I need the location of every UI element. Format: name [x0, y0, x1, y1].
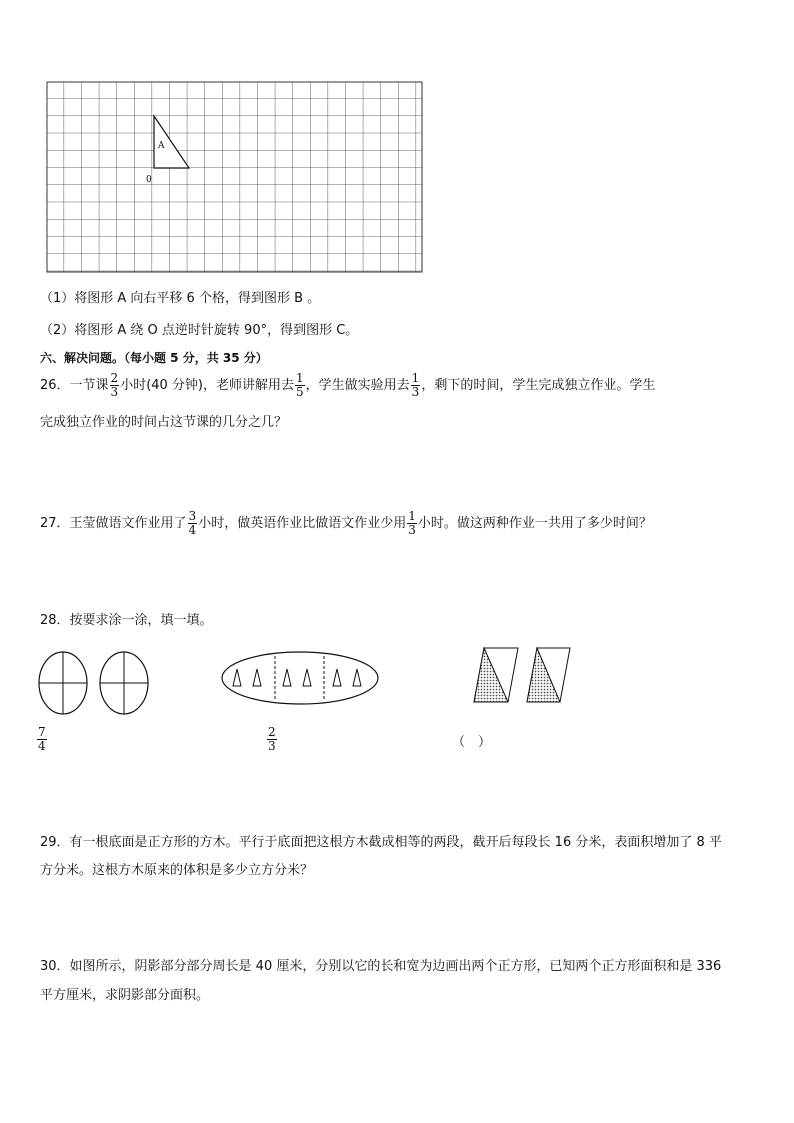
- question-27: [40, 510, 652, 537]
- q26-text-2: 小时(40 分钟)，老师讲解用去: [120, 378, 295, 393]
- instruction-2: （2）将图形 A 绕 O 点逆时针旋转 90°，得到图形 C。: [40, 323, 359, 338]
- q28-blank[interactable]: （ ）: [452, 735, 492, 750]
- q26-text-4: ，剩下的时间，学生完成独立作业。学生: [421, 378, 656, 393]
- triangle-icon: [253, 669, 261, 686]
- parallelogram-1: [474, 648, 518, 702]
- circle-1: [39, 652, 87, 714]
- question-30: 30．如图所示，阴影部分部分周长是 40 厘米，分别以它的长和宽为边画出两个正方形，已知两个正方形面积和是 336: [40, 959, 722, 974]
- fraction: $\frac{2}{3}$: [268, 725, 276, 753]
- label-o: 0: [146, 175, 152, 185]
- q27-text-1: 27．王莹做语文作业用了: [40, 516, 187, 531]
- q27-text-2: 小时，做英语作业比做语文作业少用: [198, 516, 407, 531]
- fraction: $\frac{3}{4}$: [188, 509, 197, 537]
- triangle-icon: [303, 669, 311, 686]
- q28-frac-2: [266, 726, 278, 753]
- fraction: $\frac{7}{4}$: [38, 725, 46, 753]
- question-26: [40, 372, 655, 399]
- fraction: $\frac{1}{3}$: [411, 371, 420, 399]
- question-28: 28．按要求涂一涂，填一填。: [40, 613, 213, 628]
- q26-line-2: 完成独立作业的时间占这节课的几分之几？: [40, 415, 288, 430]
- grid-figure: [46, 81, 424, 275]
- parallelogram-2: [527, 648, 570, 702]
- q26-text-3: ，学生做实验用去: [305, 378, 410, 393]
- fraction: $\frac{1}{5}$: [296, 371, 304, 399]
- triangle-icon: [283, 669, 291, 686]
- q28-frac-1: [36, 726, 48, 753]
- q29-line-2: 方分米。这根方木原来的体积是多少立方分米？: [40, 863, 314, 878]
- triangle-oval: [222, 652, 378, 704]
- q26-text-1: 26．一节课: [40, 378, 109, 393]
- fraction: $\frac{2}{3}$: [110, 371, 119, 399]
- q28-figures: [30, 640, 590, 720]
- q30-line-2: 平方厘米，求阴影部分面积。: [40, 988, 210, 1003]
- section-title: 六、解决问题。（每小题 5 分，共 35 分）: [40, 351, 268, 365]
- q27-text-3: 小时。做这两种作业一共用了多少时间？: [417, 516, 652, 531]
- fraction: $\frac{1}{3}$: [408, 509, 416, 537]
- triangle-icon: [353, 669, 361, 686]
- question-29: 29．有一根底面是正方形的方木。平行于底面把这根方木截成相等的两段，截开后每段长 16 分米，表面积增加了 8 平: [40, 835, 722, 850]
- label-a: A: [158, 141, 165, 151]
- instruction-1: （1）将图形 A 向右平移 6 个格，得到图形 B 。: [40, 291, 321, 306]
- triangle-icon: [233, 669, 241, 686]
- circle-2: [100, 652, 148, 714]
- triangle-icon: [333, 669, 341, 686]
